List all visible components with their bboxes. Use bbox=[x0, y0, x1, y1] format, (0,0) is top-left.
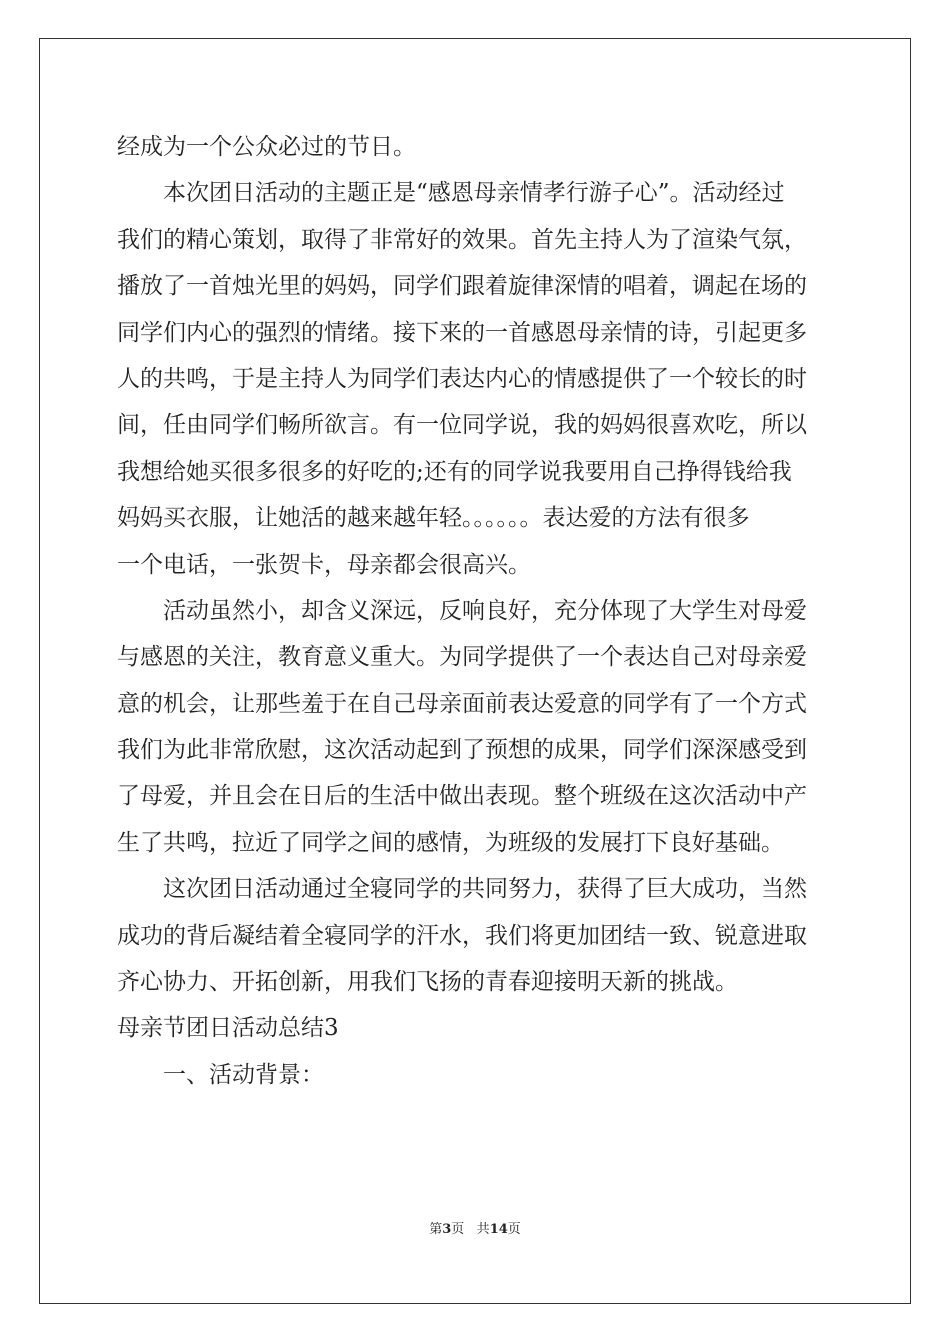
text-line: 这次团日活动通过全寝同学的共同努力，获得了巨大成功，当然 bbox=[163, 876, 807, 903]
footer-total-pages: 14 bbox=[489, 1222, 508, 1237]
text-line: 同学们内心的强烈的情绪。接下来的一首感恩母亲情的诗，引起更多 bbox=[117, 319, 807, 346]
page-footer bbox=[0, 1218, 950, 1237]
text-line: 与感恩的关注，教育意义重大。为同学提供了一个表达自己对母亲爱 bbox=[117, 644, 807, 671]
text-line: 意的机会，让那些羞于在自己母亲面前表达爱意的同学有了一个方式 bbox=[117, 690, 807, 717]
text-line: 本次团日活动的主题正是“感恩母亲情孝行游子心”。活动经过 bbox=[163, 180, 785, 207]
footer-page-word: 页 bbox=[451, 1222, 465, 1237]
footer-total-suffix: 页 bbox=[507, 1222, 521, 1237]
text-line: 人的共鸣，于是主持人为同学们表达内心的情感提供了一个较长的时 bbox=[117, 365, 807, 392]
footer-prefix: 第 bbox=[429, 1222, 443, 1237]
text-line: 生了共鸣，拉近了同学之间的感情，为班级的发展打下良好基础。 bbox=[117, 829, 784, 856]
text-line: 播放了一首烛光里的妈妈，同学们跟着旋律深情的唱着，调起在场的 bbox=[117, 273, 807, 300]
footer-current-page: 3 bbox=[442, 1222, 452, 1237]
text-line: 一个电话，一张贺卡，母亲都会很高兴。 bbox=[117, 551, 531, 578]
text-line: 我们的精心策划，取得了非常好的效果。首先主持人为了渲染气氛， bbox=[117, 226, 807, 253]
text-line: 成功的背后凝结着全寝同学的汗水，我们将更加团结一致、锐意进取 bbox=[117, 922, 807, 949]
footer-total-prefix: 共 bbox=[476, 1222, 490, 1237]
document-body bbox=[117, 124, 833, 1098]
text-line: 妈妈买衣服，让她活的越来越年轻。。。。。。表达爱的方法有很多 bbox=[117, 505, 750, 532]
text-line: 了母爱，并且会在日后的生活中做出表现。整个班级在这次活动中产 bbox=[117, 783, 807, 810]
text-line: 活动虽然小，却含义深远，反响良好，充分体现了大学生对母爱 bbox=[163, 597, 807, 624]
text-line: 间，任由同学们畅所欲言。有一位同学说，我的妈妈很喜欢吃，所以 bbox=[117, 412, 807, 439]
text-line: 齐心协力、开拓创新，用我们飞扬的青春迎接明天新的挑战。 bbox=[117, 969, 738, 996]
text-line: 母亲节团日活动总结3 bbox=[117, 1015, 339, 1042]
text-line: 我们为此非常欣慰，这次活动起到了预想的成果，同学们深深感受到 bbox=[117, 737, 807, 764]
text-line: 一、活动背景： bbox=[163, 1061, 324, 1088]
text-line: 我想给她买很多很多的好吃的;还有的同学说我要用自己挣得钱给我 bbox=[117, 458, 792, 485]
text-line: 经成为一个公众必过的节日。 bbox=[117, 134, 416, 160]
